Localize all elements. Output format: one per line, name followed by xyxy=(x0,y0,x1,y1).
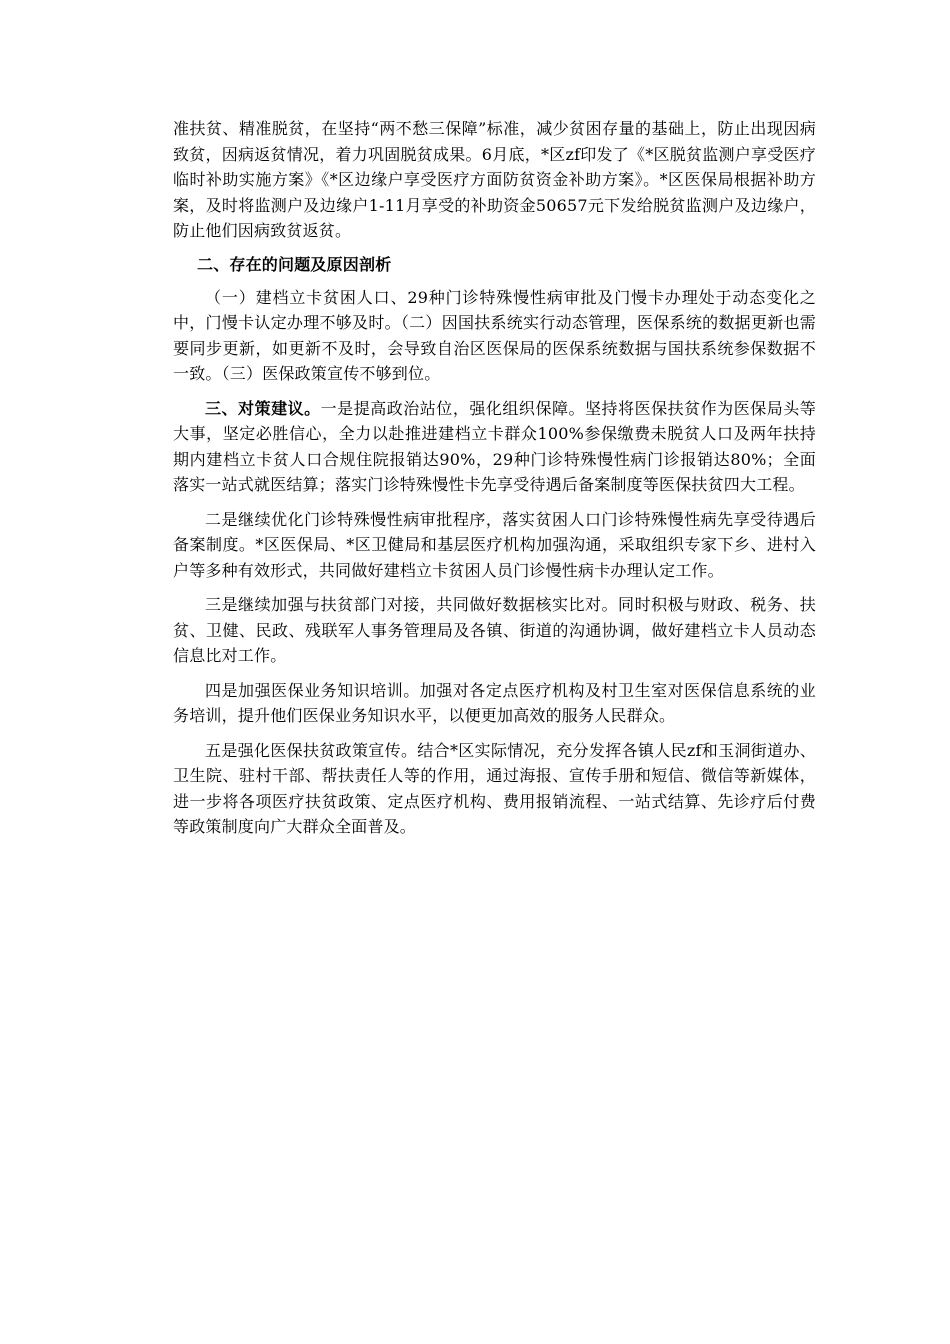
paragraph-suggestion-2: 二是继续优化门诊特殊慢性病审批程序，落实贫困人口门诊特殊慢性病先享受待遇后备案制度。*区医保局、*区卫健局和基层医疗机构加强沟通，采取组织专家下乡、进村入户等多种有效形式，共同做好建档立卡贫困人员门诊慢性病卡办理认定工作。 xyxy=(173,509,816,580)
paragraph-suggestions xyxy=(173,396,816,498)
section-heading-suggestions: 三、对策建议。 xyxy=(205,398,321,418)
paragraph-suggestion-5: 五是强化医保扶贫政策宣传。结合*区实际情况，充分发挥各镇人民zf和玉洞街道办、卫生院、驻村干部、帮扶责任人等的作用，通过海报、宣传手册和短信、微信等新媒体，进一步将各项医疗扶贫政策、定点医疗机构、费用报销流程、一站式结算、先诊疗后付费等政策制度向广大群众全面普及。 xyxy=(173,740,816,836)
paragraph-continuation: 准扶贫、精准脱贫，在坚持“两不愁三保障”标准，减少贫困存量的基础上，防止出现因病致贫，因病返贫情况，着力巩固脱贫成果。6月底，*区zf印发了《*区脱贫监测户享受医疗临时补助实施方案》《*区边缘户享受医疗方面防贫资金补助方案》。*区医保局根据补助方案，及时将监测户及边缘户1-11月享受的补助资金50657元下发给脱贫监测户及边缘户，防止他们因病致贫返贫。 xyxy=(173,119,816,240)
paragraph-problems: （一）建档立卡贫困人口、29种门诊特殊慢性病审批及门慢卡办理处于动态变化之中，门慢卡认定办理不够及时。（二）因国扶系统实行动态管理，医保系统的数据更新也需要同步更新，如更新不及时，会导致自治区医保局的医保系统数据与国扶系统参保数据不一致。（三）医保政策宣传不够到位。 xyxy=(173,287,816,383)
paragraph-suggestion-3: 三是继续加强与扶贫部门对接，共同做好数据核实比对。同时积极与财政、税务、扶贫、卫健、民政、残联军人事务管理局及各镇、街道的沟通协调，做好建档立卡人员动态信息比对工作。 xyxy=(173,595,816,665)
paragraph-suggestions-text: 一是提高政治站位，强化组织保障。坚持将医保扶贫作为医保局头等大事，坚定必胜信心，全力以赴推进建档立卡群众100%参保缴费未脱贫人口及两年扶持期内建档立卡贫人口合规住院报销达90%，29种门诊特殊慢性病门诊报销达80%；全面落实一站式就医结算；落实门诊特殊慢性卡先享受待遇后备案制度等医保扶贫四大工程。 xyxy=(173,398,816,494)
paragraph-suggestion-4: 四是加强医保业务知识培训。加强对各定点医疗机构及村卫生室对医保信息系统的业务培训，提升他们医保业务知识水平，以便更加高效的服务人民群众。 xyxy=(173,680,816,725)
document-page xyxy=(173,116,816,849)
section-heading-problems: 二、存在的问题及原因剖析 xyxy=(197,254,392,274)
